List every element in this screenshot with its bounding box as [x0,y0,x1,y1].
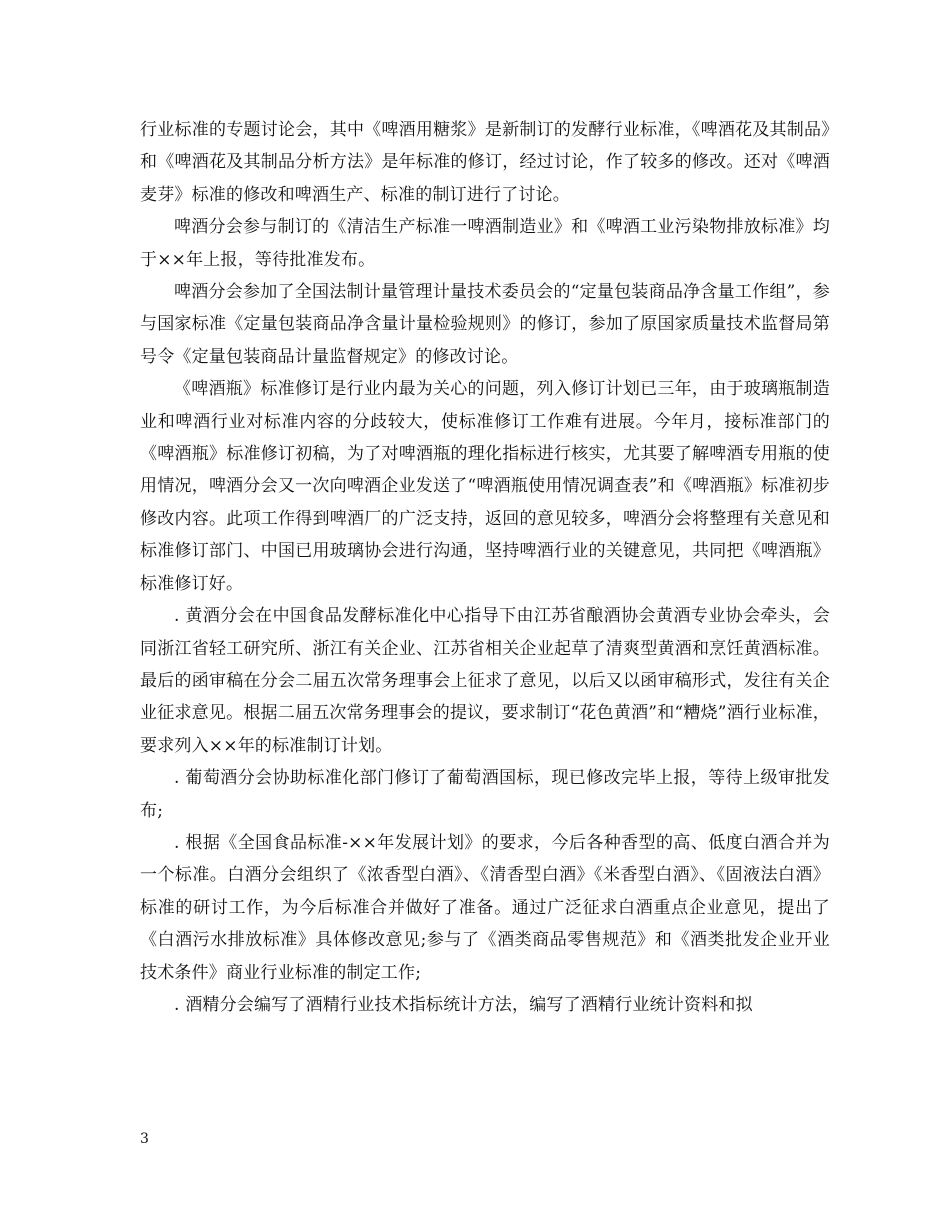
paragraph-beer-bottle-standard: 《啤酒瓶》标准修订是行业内最为关心的问题，列入修订计划已三年，由于玻璃瓶制造业和啤酒行业对标准内容的分歧较大，使标准修订工作难有进展。今年月，接标准部门的《啤酒瓶》标准修订初稿，为了对啤酒瓶的理化指标进行核实，尤其要了解啤酒专用瓶的使用情况，啤酒分会又一次向啤酒企业发送了“啤酒瓶使用情况调查表”和《啤酒瓶》标准初步修改内容。此项工作得到啤酒厂的广泛支持，返回的意见较多，啤酒分会将整理有关意见和标准修订部门、中国已用玻璃协会进行沟通，坚持啤酒行业的关键意见，共同把《啤酒瓶》标准修订好。 [140,379,830,594]
paragraph-cleaner-production-standard: 啤酒分会参与制订的《清洁生产标准一啤酒制造业》和《啤酒工业污染物排放标准》均于××年上报，等待批准发布。 [140,217,830,270]
paragraph-continuation: 行业标准的专题讨论会，其中《啤酒用糖浆》是新制订的发酵行业标准，《啤酒花及其制品》和《啤酒花及其制品分析方法》是年标准的修订，经过讨论，作了较多的修改。还对《啤酒麦芽》标准的修改和啤酒生产、标准的制订进行了讨论。 [140,120,830,205]
paragraph-grape-wine-branch: . 葡萄酒分会协助标准化部门修订了葡萄酒国标，现已修改完毕上报，等待上级审批发布; [140,768,830,821]
paragraph-net-content-working-group: 啤酒分会参加了全国法制计量管理计量技术委员会的“定量包装商品净含量工作组”，参与国家标准《定量包装商品净含量计量检验规则》的修订，参加了原国家质量技术监督局第号令《定量包装商品计量监督规定》的修改讨论。 [140,282,830,367]
paragraph-yellow-wine-branch: . 黄酒分会在中国食品发酵标准化中心指导下由江苏省酿酒协会黄酒专业协会牵头，会同浙江省轻工研究所、浙江有关企业、江苏省相关企业起草了清爽型黄酒和烹饪黄酒标准。最后的函审稿在分会二届五次常务理事会上征求了意见，以后又以函审稿形式，发往有关企业征求意见。根据二届五次常务理事会的提议，要求制订“花色黄酒”和“糟烧”酒行业标准，要求列入××年的标准制订计划。 [140,606,830,756]
page-number: 3 [140,1131,149,1147]
document-body [140,114,830,1021]
paragraph-alcohol-branch: . 酒精分会编写了酒精行业技术指标统计方法，编写了酒精行业统计资料和拟 [174,994,753,1015]
paragraph-baijiu-branch: . 根据《全国食品标准-××年发展计划》的要求，今后各种香型的高、低度白酒合并为一个标准。白酒分会组织了《浓香型白酒》、《清香型白酒》《米香型白酒》、《固液法白酒》标准的研讨工作，为今后标准合并做好了准备。通过广泛征求白酒重点企业意见，提出了《白酒污水排放标准》具体修改意见;参与了《酒类商品零售规范》和《酒类批发企业开业技术条件》商业行业标准的制定工作; [140,832,830,983]
